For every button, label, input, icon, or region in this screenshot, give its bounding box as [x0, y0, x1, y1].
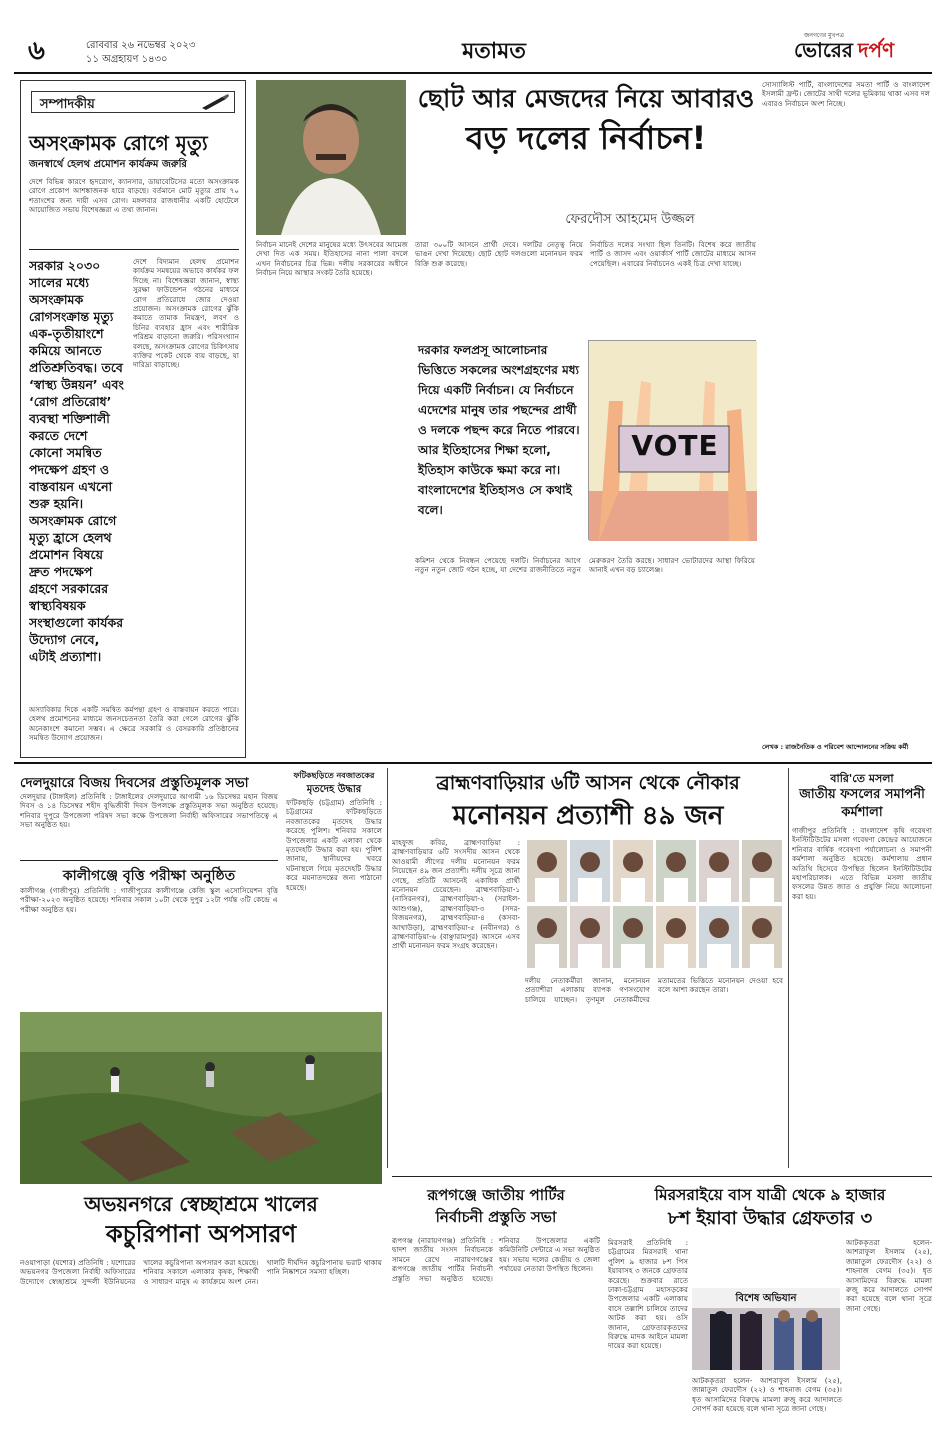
delduar-body: দেলদুয়ার (টাঙ্গাইল) প্রতিনিধি : টাঙ্গাইলের দেলদুয়ারে আগামী ১৬ ডিসেম্বর মহান বিজয় দিবস ও ১৪ ডিসেম্বর শহীদ বুদ্ধিজীবী দিবস উপলক্ষে প্রস্তুতিমূলক সভা অনুষ্ঠিত হয়েছে। শনিবার দুপুরে উপজেলা পরিষদ সভা কক্ষে উপজেলা নির্বাহী অফিসারের সভাপতিত্বে এ সভা অনুষ্ঠিত হয়।	[20, 792, 278, 830]
opinion-headline	[416, 82, 756, 160]
opinion-col-4: সোস্যালিস্ট পার্টি, বাংলাদেশের সমতা পার্টি ও বাংলাদেশ ইসলামী ফ্রন্ট। জোটের সাথী দলের ভূমিকায় থাকা এসব দল এবারও নির্বাচনে অংশ নিচ্ছে।	[762, 80, 930, 108]
editorial-title: অসংক্রামক রোগে মৃত্যু	[29, 131, 208, 155]
rupganj-body: রূপগঞ্জ (নারায়ণগঞ্জ) প্রতিনিধি : দ্বাদশ জাতীয় সংসদ নির্বাচনকে সামনে রেখে নারায়ণগঞ্জের রূপগঞ্জে জাতীয় পার্টির নির্বাচনী প্রস্তুতি সভা অনুষ্ঠিত হয়েছে। শনিবার উপজেলার একটি কমিউনিটি সেন্টারে এ সভা অনুষ্ঠিত হয়। সভায় দলের কেন্দ্রীয় ও জেলা পর্যায়ের নেতারা উপস্থিত ছিলেন।	[392, 1236, 600, 1283]
fold-rule	[14, 762, 932, 764]
mirsarai-body-cont: আটককৃতরা হলেন- আশরাফুল ইসলাম (২৫), জান্নাতুল ফেরদৌস (২২) ও শাহনাজ বেগম (৩৫)। ধৃত আসামিদের বিরুদ্ধে মামলা রুজু করে আদালতে সোপর্দ করা হয়েছে বলে থানা সূত্রে জানা গেছে।	[692, 1376, 842, 1414]
rupganj-title-2: নির্বাচনী প্রস্তুতি সভা	[435, 1208, 557, 1226]
fatikchhari-body: ফটিকছড়ি (চট্টগ্রাম) প্রতিনিধি : চট্টগ্রামের ফটিকছড়িতে নবজাতকের মৃতদেহ উদ্ধার করেছে পুলিশ। শনিবার সকালে উপজেলার একটি এলাকা থেকে মৃতদেহটি উদ্ধার করা হয়। পুলিশ জানায়, স্থানীয়দের খবরে ঘটনাস্থলে গিয়ে মৃতদেহটি উদ্ধার করে ময়নাতদন্তের জন্য পাঠানো হয়েছে।	[286, 798, 382, 892]
opinion-headline-line2: বড় দলের নির্বাচন!	[465, 119, 707, 157]
mirsarai-body-2: আটককৃতরা হলেন- আশরাফুল ইসলাম (২৫), জান্নাতুল ফেরদৌস (২২) ও শাহনাজ বেগম (৩৫)। ধৃত আসামিদের বিরুদ্ধে মামলা রুজু করে আদালতে সোপর্দ করা হয়েছে বলে থানা সূত্রে জানা গেছে।	[846, 1238, 932, 1313]
opinion-author-note: লেখক : রাজনৈতিক ও পরিবেশ আন্দোলনের সক্রিয় কর্মী	[762, 743, 909, 751]
author-photo	[256, 80, 406, 235]
column-rule-1	[387, 768, 388, 1168]
date-line-2: ১১ অগ্রহায়ণ ১৪৩০	[86, 54, 168, 65]
brahmanbaria-title-1: ব্রাহ্মণবাড়িয়ার ৬টি আসন থেকে নৌকার	[436, 772, 740, 794]
khal-photo	[20, 1012, 382, 1184]
brahmanbaria-body: মাহফুজ কবির, ব্রাহ্মণবাড়িয়া : ব্রাহ্মণবাড়িয়ার ৬টি সংসদীয় আসন থেকে আওয়ামী লীগের দলীয় মনোনয়ন ফরম নিয়েছেন ৪৯ জন প্রত্যাশী। দলীয় সূত্রে জানা গেছে, প্রতিটি আসনেই একাধিক প্রার্থী মনোনয়ন চেয়েছেন। ব্রাহ্মণবাড়িয়া-১ (নাসিরনগর), ব্রাহ্মণবাড়িয়া-২ (সরাইল-আশুগঞ্জ), ব্রাহ্মণবাড়িয়া-৩ (সদর-বিজয়নগর), ব্রাহ্মণবাড়িয়া-৪ (কসবা-আখাউড়া), ব্রাহ্মণবাড়িয়া-৫ (নবীনগর) ও ব্রাহ্মণবাড়িয়া-৬ (বাঞ্ছারামপুর) আসনে এসব প্রার্থী মনোনয়ন ফরম সংগ্রহ করেছেন।	[392, 838, 520, 951]
vote-illustration	[588, 340, 756, 540]
abhaynagar-title-2: কচুরিপানা অপসারণ	[105, 1220, 297, 1248]
editorial-closing: অস্যাবিকার দিকে একটি সমন্বিত কর্মপন্থা গ্রহণ ও বাস্তবায়ন করতে পারে। হেলথ প্রমোশনের মাধ্যমে জনসচেতনতা তৈরি করা গেলে রোগের ঝুঁকি অনেকাংশে কমানো সম্ভব। এ ক্ষেত্রে সরকারি ও বেসরকারি প্রতিষ্ঠানের সমন্বিত উদ্যোগ প্রয়োজন।	[29, 705, 239, 743]
column-rule-2	[788, 768, 789, 1168]
opinion-author: ফেরদৌস আহমেদ উজ্জল	[565, 212, 695, 227]
mirsarai-title-2: ৮শ ইয়াবা উদ্ধার গ্রেফতার ৩	[667, 1208, 873, 1229]
paper-logo	[794, 36, 934, 66]
barite-kicker: বারি'তে মসলা	[830, 772, 894, 785]
vote-word: VOTE	[631, 429, 719, 462]
opinion-col-1: নির্বাচন মানেই দেশের মানুষের মধ্যে উৎসবের আমেজ দেখা দিত এক সময়। ইতিহাসের নানা পালা বদলে এখন নির্বাচনের চিত্র ভিন্ন। দলীয় সরকারের অধীনে নির্বাচন নিয়ে আস্থার সংকট তৈরি হয়েছে।	[256, 240, 408, 278]
editorial-divider	[29, 249, 239, 250]
opinion-callout	[418, 340, 582, 550]
rupganj-headline	[392, 1184, 600, 1228]
callout-text: দরকার ফলপ্রসূ আলোচনার ভিত্তিতে সকলের অংশগ্রহণের মধ্য দিয়ে একটি নির্বাচন। যে নির্বাচনে এদেশের মানুষ তার পছন্দের প্রার্থী ও দলকে পছন্দ করে নিতে পারবে। আর ইতিহাসের শিক্ষা হলো, ইতিহাস কাউকে ক্ষমা করে না। বাংলাদেশের ইতিহাসও সে কথাই বলে।	[418, 343, 580, 517]
brahmanbaria-body-2: দলীয় নেতাকর্মীরা জানান, মনোনয়ন প্রত্যাশীরা এলাকায় ব্যাপক গণসংযোগ চালিয়ে যাচ্ছেন। তৃণমূল নেতাকর্মীদের মতামতের ভিত্তিতে মনোনয়ন দেওয়া হবে বলে আশা করছেন তারা।	[525, 976, 783, 1004]
editorial-label-box	[31, 91, 235, 113]
brahmanbaria-headline	[392, 768, 784, 834]
brahmanbaria-title-2: মনোনয়ন প্রত্যাশী ৪৯ জন	[452, 801, 724, 831]
page-number: ৬	[28, 36, 45, 66]
mirsarai-title-1: মিরসরাইয়ে বাস যাত্রী থেকে ৯ হাজার	[654, 1186, 886, 1204]
mirsarai-body: মিরসরাই প্রতিনিধি : চট্টগ্রামের মিরসরাই থানা পুলিশ ৯ হাজার ৮শ পিস ইয়াবাসহ ৩ জনকে গ্রেফতার করেছে। শুক্রবার রাতে ঢাকা-চট্টগ্রাম মহাসড়কের উপজেলার একটি এলাকায় বাসে তল্লাশি চালিয়ে তাদের আটক করা হয়। ওসি জানান, গ্রেফতারকৃতদের বিরুদ্ধে মাদক আইনে মামলা দায়ের করা হয়েছে।	[608, 1238, 688, 1351]
mirsarai-photo-caption: বিশেষ অভিযান	[735, 1293, 797, 1304]
abhaynagar-title-1: অভয়নগরে স্বেচ্ছাশ্রমে খালের	[84, 1192, 318, 1216]
paper-name-b: দর্পণ	[857, 38, 895, 62]
mirsarai-body-3	[692, 1376, 842, 1444]
lower-divider	[392, 1176, 932, 1177]
editorial-body-column: দেশে বিদ্যমান হেলথ প্রমোশন কার্যক্রম সমন্বয়ের অভাবে কার্যকর ফল দিচ্ছে না। বিশেষজ্ঞরা জানান, স্বাস্থ্য সুরক্ষা ফাউন্ডেশন গঠনের মাধ্যমে রোগ প্রতিরোধে জোর দেওয়া প্রয়োজন। অসংক্রামক রোগের ঝুঁকি কমাতে তামাক নিয়ন্ত্রণ, লবণ ও চিনির ব্যবহার হ্রাস এবং শারীরিক পরিশ্রম বাড়ানো জরুরি। পরিসংখ্যান বলছে, অসংক্রামক রোগের চিকিৎসায় ব্যক্তির পকেট থেকে ব্যয় বাড়ছে, যা দারিদ্র্য বাড়াচ্ছে।	[133, 257, 239, 370]
masthead-rule	[14, 72, 932, 74]
mirsarai-photo	[692, 1288, 840, 1370]
opinion-headline-line1: ছোট আর মেজদের নিয়ে আবারও	[417, 84, 755, 113]
editorial-label: সম্পাদকীয়	[40, 97, 95, 112]
abhaynagar-headline	[20, 1190, 382, 1250]
editorial-box	[20, 80, 246, 758]
rupganj-title-1: রূপগঞ্জে জাতীয় পার্টির	[427, 1186, 565, 1204]
editorial-intro: দেশে বিভিন্ন কারণে হৃদরোগ, ক্যানসার, ডায়াবেটিসের মতো অসংক্রামক রোগে প্রকোপ আশঙ্কাজনক হারে বাড়ছে। বর্তমানে মোট মৃত্যুর প্রায় ৭০ শতাংশের জন্য দায়ী এসব রোগ। মঙ্গলবার রাজধানীর একটি হোটেলে আয়োজিত সভায় বিশেষজ্ঞরা এ তথ্য জানান।	[29, 177, 239, 215]
pen-icon	[200, 94, 230, 110]
section-title: মতামত	[462, 39, 526, 64]
candidates-photo-grid	[525, 838, 783, 970]
date-line-1: রোববার ২৬ নভেম্বর ২০২৩	[86, 40, 196, 51]
barite-title: জাতীয় ফসলের সমাপনী কর্মশালা	[799, 787, 925, 820]
fatikchhari-kicker: ফটিকছড়িতে নবজাতকের	[293, 771, 375, 780]
opinion-col-3: নির্বাচিত দলের সংখ্যা ছিল তিনটি। বিশেষ করে জাতীয় পার্টি ও জাসদ এবং ওয়ার্কার্স পার্টি জোটের মাধ্যমে আসন পেয়েছিল। এবারের নির্বাচনেও একই চিত্র দেখা যাচ্ছে।	[590, 240, 756, 268]
opinion-col-2: তারা ৩০০টি আসনে প্রার্থী দেবে। দলটির নেতৃত্ব নিয়ে ভাঙন দেখা দিয়েছে। ছোট ছোট দলগুলো মনোনয়ন ফরম বিক্রি শুরু করেছে।	[415, 240, 583, 268]
paper-tagline: জনগণের মুখপত্র	[804, 32, 844, 39]
paper-name-a: ভোরের	[794, 38, 853, 62]
opinion-col-bottom: কমিশন থেকে নিবন্ধন পেয়েছে দলটি। নির্বাচনের আগে নতুন নতুন জোট গঠন হচ্ছে, যা দেশের রাজনীতিতে নতুন মেরুকরণ তৈরি করছে। সাধারণ ভোটারদের আস্থা ফিরিয়ে আনাই এখন বড় চ্যালেঞ্জ।	[415, 556, 755, 575]
abhaynagar-body: নওয়াপাড়া (যশোর) প্রতিনিধি : যশোরের অভয়নগর উপজেলা নির্বাহী অফিসারের উদ্যোগে স্বেচ্ছাশ্রমে সুন্দলী ইউনিয়নের খালের কচুরিপানা অপসারণ করা হয়েছে। শনিবার সকালে এলাকার কৃষক, শিক্ষার্থী ও সাধারণ মানুষ এ কার্যক্রমে অংশ নেন। খালটি দীর্ঘদিন কচুরিপানায় ভরাট থাকায় পানি নিষ্কাশনে সমস্যা হচ্ছিল।	[20, 1258, 382, 1286]
fatikchhari-title: মৃতদেহ উদ্ধার	[306, 784, 362, 795]
delduar-divider	[20, 860, 278, 861]
mirsarai-headline	[608, 1184, 932, 1232]
kaliganj-title: কালীগঞ্জে বৃত্তি পরীক্ষা অনুষ্ঠিত	[62, 868, 236, 884]
barite-body: গাজীপুর প্রতিনিধি : বাংলাদেশ কৃষি গবেষণা ইনস্টিটিউটের মসলা গবেষণা কেন্দ্রের আয়োজনে শনিবার বার্ষিক গবেষণা পর্যালোচনা ও সমাপনী কর্মশালা অনুষ্ঠিত হয়েছে। কর্মশালায় প্রধান অতিথি হিসেবে উপস্থিত ছিলেন ইনস্টিটিউটের মহাপরিচালক। এতে বিভিন্ন মসলা জাতীয় ফসলের উন্নত জাত ও প্রযুক্তি নিয়ে আলোচনা করা হয়।	[792, 826, 932, 901]
editorial-subtitle: জনস্বার্থে হেলথ প্রমোশন কার্যক্রম জরুরি	[29, 159, 187, 170]
kaliganj-body: কালীগঞ্জ (গাজীপুর) প্রতিনিধি : গাজীপুরের কালীগঞ্জে কেজি স্কুল এসোসিয়েশন বৃত্তি পরীক্ষা-২০২৩ অনুষ্ঠিত হয়েছে। শনিবার সকাল ১০টা থেকে দুপুর ১২টা পর্যন্ত ৩টি কেন্দ্রে এ পরীক্ষা অনুষ্ঠিত হয়।	[20, 886, 278, 914]
masthead	[14, 30, 932, 76]
delduar-title: দেলদুয়ারে বিজয় দিবসের প্রস্তুতিমূলক সভা	[20, 775, 249, 791]
editorial-pull-quote: সরকার ২০৩০ সালের মধ্যে অসংক্রামক রোগসংক্রান্ত মৃত্যু এক-তৃতীয়াংশে কমিয়ে আনতে প্রতিশ্রুতিবদ্ধ। তবে ‘স্বাস্থ্য উন্নয়ন’ এবং ‘রোগ প্রতিরোধ’ ব্যবস্থা শক্তিশালী করতে দেশে কোনো সমন্বিত পদক্ষেপ গ্রহণ ও বাস্তবায়ন এখনো শুরু হয়নি। অসংক্রামক রোগে মৃত্যু হ্রাসে হেলথ প্রমোশন বিষয়ে দ্রুত পদক্ষেপ গ্রহণে সরকারের স্বাস্থ্যবিষয়ক সংস্থাগুলো কার্যকর উদ্যোগ নেবে, এটাই প্রত্যাশা।	[29, 258, 124, 664]
